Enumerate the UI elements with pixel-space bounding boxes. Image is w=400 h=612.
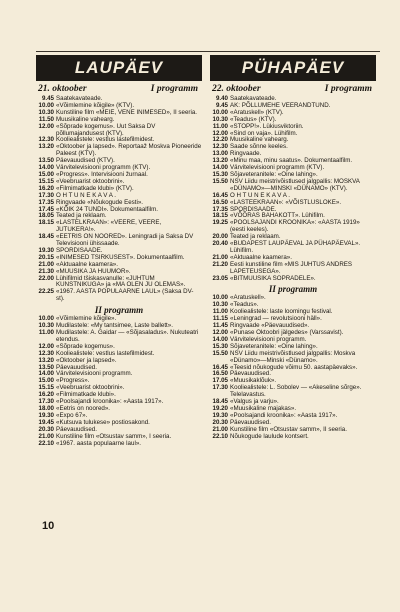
entry-time: 19.20: [212, 404, 228, 412]
entry-title: «Aratuskell».: [230, 294, 266, 302]
entry-time: 23.05: [212, 274, 228, 282]
entry-title: «Aktuaalne kaamera».: [56, 260, 118, 268]
entry-title: «KÕIK 24 TUNDI». Dokumentaalfilm.: [56, 205, 159, 213]
entry-time: 12.00: [38, 122, 54, 130]
entry-title: O H T U N E K A V A .: [230, 191, 290, 199]
entry-title: «Filmimatkade klubi».: [56, 391, 116, 399]
entry-time: 16.45: [212, 191, 228, 199]
entry-time: 15.30: [212, 170, 228, 178]
entry-time: 14.00: [212, 164, 228, 172]
entry-time: 11.15: [212, 315, 228, 323]
entry-time: 15.50: [212, 349, 228, 357]
entry-title: «Kutsuva tulukese» postiosakond.: [56, 418, 150, 426]
tv-schedule-page: [36, 55, 380, 555]
saturday-date: 21. oktoober: [38, 84, 87, 94]
entry-title: «BUDAPEST LAUPÄEVAL JA PÜHAPÄEVAL». Lühifilm.: [230, 240, 361, 254]
entry-title: Ringvaade.: [230, 150, 262, 158]
entry-title: «Veebruarist oktoobrini».: [56, 177, 125, 185]
schedule-entry: [210, 351, 376, 365]
entry-title: Ringvaade «Nõukogude Eesti».: [56, 198, 144, 206]
schedule-entry: [36, 144, 202, 158]
schedule-entry: [210, 220, 376, 234]
entry-title: Muusikaline vahearg.: [230, 136, 289, 144]
sunday-program2-heading: II programm: [268, 284, 318, 295]
entry-title: Nõukogude laulude kontsert.: [230, 432, 309, 440]
schedule-entry: [36, 289, 202, 303]
entry-time: 15.00: [38, 377, 54, 385]
entry-title: Päevauudised.: [230, 370, 271, 378]
entry-title: «Veebruarist oktoobrini».: [56, 384, 125, 392]
entry-time: 18.00: [38, 404, 54, 412]
entry-time: 21.30: [38, 267, 54, 275]
entry-time: 16.50: [212, 370, 228, 378]
entry-title: Kooliealistele: laste loomingu festival.: [230, 308, 333, 316]
entry-title: «1967. aasta populaarne laul».: [56, 439, 141, 447]
entry-time: 13.20: [38, 356, 54, 364]
entry-time: 10.00: [212, 108, 228, 116]
entry-time: 10.00: [212, 294, 228, 302]
entry-title: «Teadus» (KTV).: [230, 115, 277, 123]
entry-title: Mudilastele: A. Gaidar — «Sõjasaladus». Nukuteatri etendus.: [56, 329, 199, 343]
entry-time: 22.25: [38, 288, 54, 296]
entry-title: «EETRIS ON NOORED». Leningradi ja Saksa DV Televisiooni ühissaade.: [56, 233, 194, 248]
entry-title: Värvitelevisiooni programm.: [56, 370, 133, 378]
schedule-entry: [36, 124, 202, 138]
entry-title: Värvitelevisiooni programm (KTV).: [56, 164, 151, 172]
entry-title: Värvitelevisiooni programm.: [230, 335, 307, 343]
sunday-program-label: I programm: [324, 84, 372, 94]
entry-time: 17.45: [38, 205, 54, 213]
entry-title: Sõjaveteranitele: «Oine lahing».: [230, 170, 318, 178]
entry-time: 20.15: [38, 253, 54, 261]
entry-time: 19.30: [38, 411, 54, 419]
entry-time: 9.40: [215, 95, 228, 102]
entry-title: Sõjaveteranitele: «Oine lahing».: [230, 342, 318, 350]
saturday-heading: [38, 84, 202, 94]
entry-time: 17.30: [38, 191, 54, 199]
entry-time: 15.00: [38, 170, 54, 178]
entry-title: «Oktoober ja lapsed». Reportaaž Moskva Pioneeride Paleest (KTV).: [56, 143, 202, 158]
schedule-entry: [36, 441, 202, 448]
entry-time: 12.00: [212, 129, 228, 137]
entry-title: «MUUSIKA JA HUUMOR».: [56, 267, 131, 275]
entry-time: 10.30: [212, 115, 228, 123]
schedule-entry: [210, 179, 376, 193]
entry-time: 21.00: [38, 432, 54, 440]
entry-title: «Leningrad — revolutsiooni häll».: [230, 315, 322, 323]
entry-title: Eesti kunstiline film «MIS JUHTUS ANDRES LAPETEUSEGA».: [230, 260, 353, 275]
schedule-entry: [210, 434, 376, 441]
schedule-entry: [210, 241, 376, 255]
schedule-entry: [36, 220, 202, 234]
entry-title: Saatekavateade.: [230, 95, 277, 102]
entry-title: «LASTEEKRAAN»: «VÕISTLUSLOKE».: [230, 198, 342, 206]
entry-time: 21.00: [38, 260, 54, 268]
entry-time: 10.30: [212, 301, 228, 309]
entry-title: Saade sõnne keeles.: [230, 143, 288, 151]
entry-title: «BITMUUSIKA SOPRADELE».: [230, 274, 316, 282]
sunday-column: [210, 55, 376, 441]
entry-title: «1967. AASTA POPULAARNE LAUL» (Saksa DV-st).: [56, 288, 194, 303]
entry-title: «Oktoober ja lapsed».: [56, 356, 117, 364]
entry-time: 12.20: [212, 136, 228, 144]
entry-time: 11.50: [38, 115, 54, 123]
entry-time: 10.00: [38, 315, 54, 323]
top-rule: [36, 51, 380, 52]
entry-title: «STOPP!». Lükiusviktoriin.: [230, 122, 304, 130]
entry-title: Lühifilmid tšiskasvanulle: «JUHTUM KUNSTNIKUGA» ja «MA OLEN JU OLEMAS».: [56, 274, 186, 289]
entry-time: 17.30: [38, 398, 54, 406]
entry-time: 12.00: [38, 342, 54, 350]
entry-title: Päevauudised (KTV).: [56, 157, 115, 165]
entry-time: 13.20: [212, 157, 228, 165]
entry-time: 10.00: [38, 101, 54, 109]
entry-time: 19.45: [38, 418, 54, 426]
entry-title: Mudilastele: «My tantsimee, Laste ballett».: [56, 322, 173, 330]
entry-time: 14.00: [38, 164, 54, 172]
entry-title: «VÕÕRAS BAHAKOTT». Lühifilm.: [230, 212, 325, 220]
entry-time: 9.45: [41, 95, 54, 102]
entry-title: Teated ja reklaam.: [230, 233, 281, 241]
entry-time: 20.40: [212, 240, 228, 248]
entry-time: 22.10: [38, 439, 54, 447]
entry-time: 19.25: [212, 219, 228, 227]
schedule-entry: [210, 385, 376, 399]
schedule-entry: [36, 234, 202, 248]
entry-title: «INIMESED TSIRKUSEST». Dokumentaalfilm.: [56, 253, 185, 261]
entry-title: Teated ja reklaam.: [56, 212, 107, 220]
entry-title: «Valgus ja varju».: [230, 398, 279, 406]
entry-title: Päevauudised.: [230, 418, 271, 426]
entry-title: Päevauudised.: [56, 425, 97, 433]
entry-time: 10.30: [38, 322, 54, 330]
entry-time: 20.30: [38, 425, 54, 433]
entry-time: 13.00: [212, 150, 228, 158]
sunday-date: 22. oktoober: [212, 84, 261, 94]
saturday-program2-heading: II programm: [94, 305, 144, 316]
entry-time: 20.30: [212, 418, 228, 426]
entry-title: «Muusikaline majakas».: [230, 404, 297, 412]
schedule-entry: [36, 276, 202, 290]
entry-time: 15.30: [212, 342, 228, 350]
saturday-banner: LAUPÄEV: [36, 55, 202, 81]
entry-title: «Võimlemine kõigile» (KTV).: [56, 101, 135, 109]
entry-time: 15.15: [38, 177, 54, 185]
entry-time: 11.00: [38, 329, 54, 336]
entry-title: «Eetris on noored».: [56, 404, 111, 412]
entry-title: «Expo 67».: [56, 411, 88, 419]
entry-time: 22.00: [38, 274, 54, 282]
entry-title: Ringvaade «Päevauudised».: [230, 322, 310, 330]
entry-time: 16.20: [38, 184, 54, 192]
entry-title: Kunstiline film «Otsustav samm», II seeria.: [230, 425, 347, 433]
entry-title: Muusikaline vahearg.: [56, 115, 115, 123]
entry-time: 19.30: [212, 411, 228, 419]
entry-title: NSV Liidu meistrivõistlused jalgpallis: MOSKVA «DÜNAMO»—MINSKI «DÜNAMO» (KTV).: [230, 177, 360, 192]
entry-time: 17.30: [212, 384, 228, 392]
schedule-entry: [210, 262, 376, 276]
entry-title: SPORDISAADE.: [56, 246, 103, 254]
entry-time: 11.00: [212, 122, 228, 130]
entry-title: Päevauudised.: [56, 363, 97, 371]
entry-time: 14.00: [212, 335, 228, 343]
entry-time: 16.50: [212, 198, 228, 206]
entry-time: 9.45: [215, 101, 228, 109]
entry-time: 18.45: [38, 233, 54, 241]
entry-title: «Minu maa, minu saatus». Dokumentaalfilm.: [230, 157, 353, 165]
sunday-banner: PÜHAPÄEV: [210, 55, 376, 81]
entry-time: 12.30: [212, 143, 228, 151]
entry-time: 12.30: [38, 349, 54, 357]
entry-title: Värvitelevisiooni programm (KTV).: [230, 164, 325, 172]
entry-title: «Poolsajandi kroonika»: «Aasta 1917».: [56, 398, 164, 406]
entry-title: «Punase Oktoobri jälgedes» (Varssavist).: [230, 329, 344, 336]
schedule-entry: [210, 276, 376, 283]
entry-time: 18.15: [212, 212, 228, 220]
entry-title: «Teadus».: [230, 301, 259, 309]
entry-time: 11.00: [212, 308, 228, 316]
entry-time: 21.20: [212, 260, 228, 268]
entry-time: 15.50: [212, 177, 228, 185]
entry-title: Kooliealistele: L. Sobolev — «Akeseline sõrge». Telelavastus.: [230, 384, 362, 399]
saturday-program2-list: [36, 316, 202, 447]
entry-title: «Sõprade kogemus». Uut Saksa DV põllumajandusest (KTV).: [56, 122, 156, 137]
entry-time: 21.00: [212, 425, 228, 433]
entry-time: 17.05: [212, 377, 228, 385]
entry-time: 18.05: [38, 212, 54, 220]
entry-title: Kunstiline film «Otsustav samm», I seeria.: [56, 432, 172, 440]
entry-time: 16.45: [212, 363, 228, 371]
sunday-program2-list: [210, 295, 376, 440]
entry-time: 12.00: [212, 329, 228, 336]
entry-title: «Aratuskell» (KTV).: [230, 108, 284, 116]
schedule-entry: [36, 330, 202, 344]
entry-time: 13.50: [38, 363, 54, 371]
entry-title: O H T U N E K A V A .: [56, 191, 116, 199]
entry-title: «Sõprade kogemus».: [56, 342, 115, 350]
entry-time: 16.20: [38, 391, 54, 399]
entry-title: «Võimlemine kõigile».: [56, 315, 117, 323]
entry-time: 18.45: [212, 398, 228, 406]
entry-title: «Progress». Intervisiooni žurnaal.: [56, 170, 148, 178]
entry-title: Kunstiline film «MEIE, VENE INIMESED», II seeria.: [56, 108, 197, 116]
entry-title: «Aktuaalne kaamera».: [230, 253, 292, 261]
entry-title: «POOLSAJANDI KROONIKA»: «AASTA 1919» (eesti keeles).: [230, 219, 360, 234]
entry-title: «Sind on vaja». Lühifilm.: [230, 129, 298, 137]
entry-time: 14.00: [38, 370, 54, 378]
entry-time: 21.00: [212, 253, 228, 261]
entry-time: 11.45: [212, 322, 228, 330]
entry-time: 12.30: [38, 136, 54, 144]
entry-title: «Progress».: [56, 377, 90, 385]
entry-time: 10.30: [38, 108, 54, 116]
entry-time: 13.50: [38, 157, 54, 165]
sunday-heading: [212, 84, 376, 94]
entry-title: «Teesid nõukogude võimu 50. aastapäevaks».: [230, 363, 358, 371]
entry-title: «Muusikaklõuk».: [230, 377, 277, 385]
entry-time: 22.10: [212, 432, 228, 440]
entry-time: 17.35: [212, 205, 228, 213]
entry-title: NSV Liidu meistrivõistlused jalgpallis: Moskva «Dünamo»—Minski «Dünamo».: [230, 349, 356, 364]
sunday-program1-list: [210, 96, 376, 282]
entry-time: 19.30: [38, 246, 54, 254]
entry-time: 15.15: [38, 384, 54, 392]
entry-time: 17.35: [38, 198, 54, 206]
entry-title: AK: PÕLLUMEHE VEERANDTUND.: [230, 101, 331, 109]
entry-title: SPORDISAADE.: [230, 205, 277, 213]
page-number: 10: [42, 520, 55, 532]
entry-time: 13.20: [38, 143, 54, 151]
entry-title: Kooliealistele: vestlus lastefilmidest.: [56, 136, 155, 144]
entry-time: 20.00: [212, 233, 228, 241]
entry-title: Saatekavateade.: [56, 95, 103, 102]
entry-title: «Filmimatkade klubi» (KTV).: [56, 184, 134, 192]
saturday-column: [36, 55, 202, 447]
saturday-program-label: I programm: [150, 84, 198, 94]
entry-title: «LASTELKRAAN»: «VEERE, VEERE, JUTUKERA!».: [56, 219, 162, 234]
saturday-program1-list: [36, 96, 202, 303]
entry-time: 18.15: [38, 219, 54, 227]
entry-title: Kooliealistele: vestlus lastefilmidest.: [56, 349, 155, 357]
entry-title: «Poolsajandi kroonika»: «Aasta 1917».: [230, 411, 338, 419]
